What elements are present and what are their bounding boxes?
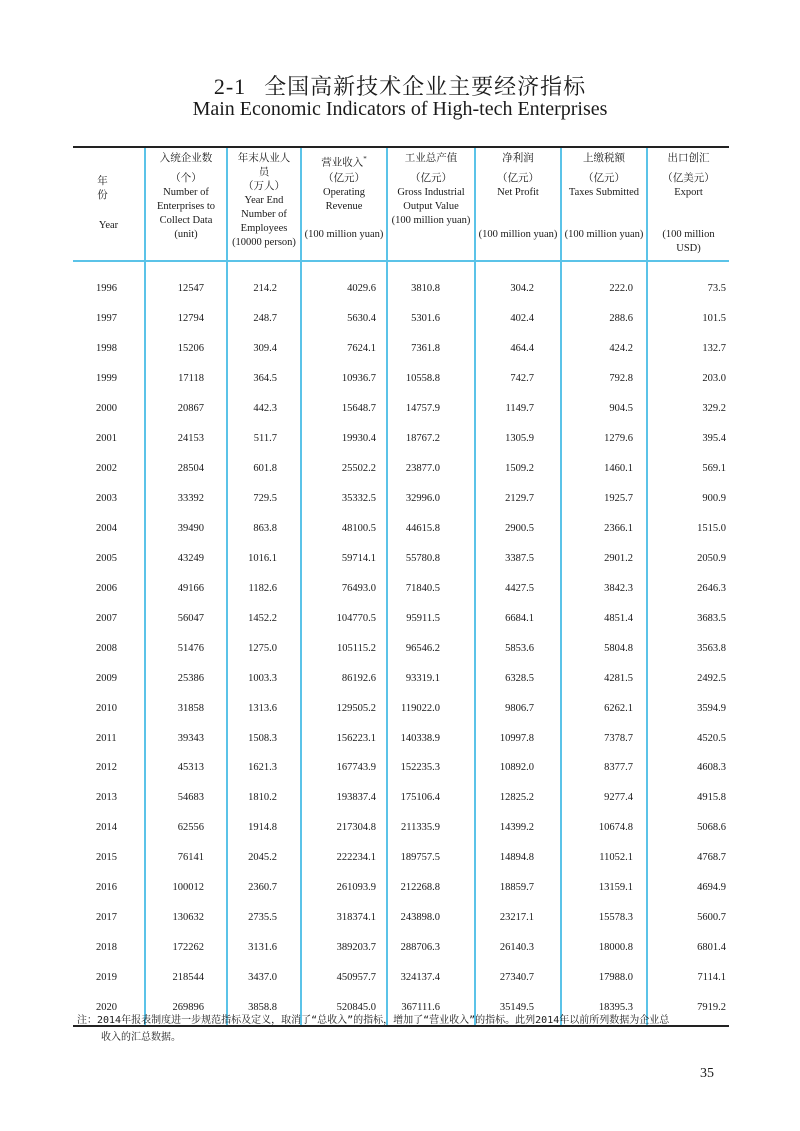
table-cell: 4915.8 bbox=[647, 783, 729, 813]
cell-year: 2019 bbox=[96, 972, 117, 984]
table-cell: 73.5 bbox=[647, 261, 729, 304]
cell-year: 1997 bbox=[96, 313, 117, 325]
table-cell: 17118 bbox=[145, 364, 227, 394]
table-cell: 15578.3 bbox=[561, 903, 647, 933]
footnote-line-2: 收入的汇总数据。 bbox=[101, 1032, 181, 1043]
table-cell: 212268.8 bbox=[387, 873, 475, 903]
table-title-cn bbox=[0, 70, 800, 101]
table-title-en: Main Economic Indicators of High-tech Enterprises bbox=[192, 98, 608, 120]
table-cell: 2646.3 bbox=[647, 573, 729, 603]
table-cell: 2045.2 bbox=[227, 843, 301, 873]
table-cell: 3563.8 bbox=[647, 633, 729, 663]
table-cell: 76493.0 bbox=[301, 573, 387, 603]
table-cell: 4427.5 bbox=[475, 573, 561, 603]
table-cell: 101.5 bbox=[647, 304, 729, 334]
table-cell: 100012 bbox=[145, 873, 227, 903]
title-cn-text: 全国高新技术企业主要经济指标 bbox=[264, 74, 587, 99]
column-header-net-profit: 净利润 （亿元） Net Profit (100 million yuan) bbox=[475, 147, 561, 261]
table-cell: 76141 bbox=[145, 843, 227, 873]
table-cell: 31858 bbox=[145, 693, 227, 723]
table-cell: 2050.9 bbox=[647, 543, 729, 573]
table-cell: 49166 bbox=[145, 573, 227, 603]
table-cell: 3594.9 bbox=[647, 693, 729, 723]
table-cell: 1279.6 bbox=[561, 424, 647, 454]
table-cell: 4029.6 bbox=[301, 261, 387, 304]
table-cell: 2360.7 bbox=[227, 873, 301, 903]
table-cell: 18000.8 bbox=[561, 933, 647, 963]
table-cell: 4608.3 bbox=[647, 753, 729, 783]
table-cell: 367111.6 bbox=[387, 993, 475, 1027]
table-cell: 4520.5 bbox=[647, 723, 729, 753]
table-cell: 389203.7 bbox=[301, 933, 387, 963]
table-cell: 569.1 bbox=[647, 454, 729, 484]
table-cell: 23877.0 bbox=[387, 454, 475, 484]
table-cell: 93319.1 bbox=[387, 663, 475, 693]
cell-year: 2001 bbox=[96, 433, 117, 445]
indicators-table bbox=[73, 146, 729, 1027]
table-cell: 1914.8 bbox=[227, 813, 301, 843]
table-cell: 167743.9 bbox=[301, 753, 387, 783]
cell-year: 2010 bbox=[96, 702, 117, 714]
table-cell: 2129.7 bbox=[475, 484, 561, 514]
table-cell: 132.7 bbox=[647, 334, 729, 364]
table-cell: 304.2 bbox=[475, 261, 561, 304]
table-cell: 14894.8 bbox=[475, 843, 561, 873]
column-header-taxes: 上缴税额 （亿元） Taxes Submitted (100 million yuan) bbox=[561, 147, 647, 261]
table-cell: 2366.1 bbox=[561, 514, 647, 544]
table-cell: 222234.1 bbox=[301, 843, 387, 873]
table-cell: 243898.0 bbox=[387, 903, 475, 933]
table-cell: 863.8 bbox=[227, 514, 301, 544]
table-row bbox=[73, 484, 729, 514]
table-cell: 35332.5 bbox=[301, 484, 387, 514]
table-cell: 203.0 bbox=[647, 364, 729, 394]
cell-year: 2006 bbox=[96, 582, 117, 594]
table-cell: 18395.3 bbox=[561, 993, 647, 1027]
table-cell: 43249 bbox=[145, 543, 227, 573]
table-cell: 25502.2 bbox=[301, 454, 387, 484]
table-cell: 3858.8 bbox=[227, 993, 301, 1027]
table-body bbox=[73, 261, 729, 1026]
table-cell: 329.2 bbox=[647, 394, 729, 424]
table-cell: 18859.7 bbox=[475, 873, 561, 903]
table-row bbox=[73, 783, 729, 813]
cell-year: 2000 bbox=[96, 403, 117, 415]
table-cell: 9806.7 bbox=[475, 693, 561, 723]
column-header-operating-revenue: 营业收入* （亿元） Operating Revenue (100 million yuan) bbox=[301, 147, 387, 261]
table-cell: 130632 bbox=[145, 903, 227, 933]
table-row bbox=[73, 261, 729, 304]
table-cell: 12547 bbox=[145, 261, 227, 304]
table-cell: 11052.1 bbox=[561, 843, 647, 873]
table-cell: 1810.2 bbox=[227, 783, 301, 813]
table-cell: 8377.7 bbox=[561, 753, 647, 783]
footnote-line-1: 注：2014年报表制度进一步规范指标及定义，取消了“总收入”的指标，增加了“营业收入”的指标。此列2014年以前所列数据为企业总 bbox=[77, 1015, 670, 1026]
table-cell: 5068.6 bbox=[647, 813, 729, 843]
table-cell: 464.4 bbox=[475, 334, 561, 364]
table-cell: 48100.5 bbox=[301, 514, 387, 544]
table-row bbox=[73, 394, 729, 424]
table-row bbox=[73, 424, 729, 454]
table-cell: 900.9 bbox=[647, 484, 729, 514]
table-cell: 4768.7 bbox=[647, 843, 729, 873]
table-cell: 7919.2 bbox=[647, 993, 729, 1027]
table-cell: 1016.1 bbox=[227, 543, 301, 573]
table-cell: 5853.6 bbox=[475, 633, 561, 663]
table-cell: 10936.7 bbox=[301, 364, 387, 394]
table-cell: 309.4 bbox=[227, 334, 301, 364]
table-cell: 10892.0 bbox=[475, 753, 561, 783]
table-row bbox=[73, 514, 729, 544]
table-cell: 2901.2 bbox=[561, 543, 647, 573]
table-cell: 2492.5 bbox=[647, 663, 729, 693]
table-cell: 12794 bbox=[145, 304, 227, 334]
table-row bbox=[73, 903, 729, 933]
table-cell: 1452.2 bbox=[227, 603, 301, 633]
table-cell: 10674.8 bbox=[561, 813, 647, 843]
header-row bbox=[73, 147, 729, 261]
table-row bbox=[73, 843, 729, 873]
table-cell: 24153 bbox=[145, 424, 227, 454]
table-cell: 33392 bbox=[145, 484, 227, 514]
table-cell: 1275.0 bbox=[227, 633, 301, 663]
cell-year: 2011 bbox=[96, 732, 117, 744]
table-cell: 96546.2 bbox=[387, 633, 475, 663]
table-cell: 324137.4 bbox=[387, 963, 475, 993]
cell-year: 2018 bbox=[96, 942, 117, 954]
table-cell: 19930.4 bbox=[301, 424, 387, 454]
table-row bbox=[73, 454, 729, 484]
table-cell: 1509.2 bbox=[475, 454, 561, 484]
table-cell: 1313.6 bbox=[227, 693, 301, 723]
cell-year: 2005 bbox=[96, 552, 117, 564]
column-header-employees: 年末从业人 员 （万人） Year End Number of Employees (10000 person) bbox=[227, 147, 301, 261]
table-cell: 39343 bbox=[145, 723, 227, 753]
table-cell: 193837.4 bbox=[301, 783, 387, 813]
column-header-export: 出口创汇 （亿美元） Export (100 million USD) bbox=[647, 147, 729, 261]
cell-year: 2012 bbox=[96, 762, 117, 774]
table-row bbox=[73, 633, 729, 663]
table-cell: 6801.4 bbox=[647, 933, 729, 963]
table-cell: 5301.6 bbox=[387, 304, 475, 334]
table-cell: 15206 bbox=[145, 334, 227, 364]
table-cell: 4694.9 bbox=[647, 873, 729, 903]
table-cell: 32996.0 bbox=[387, 484, 475, 514]
table-cell: 1149.7 bbox=[475, 394, 561, 424]
table-row bbox=[73, 873, 729, 903]
footnote bbox=[77, 1012, 737, 1046]
cell-year: 2004 bbox=[96, 522, 117, 534]
cell-year: 1998 bbox=[96, 343, 117, 355]
cell-year: 2003 bbox=[96, 493, 117, 505]
table-row bbox=[73, 693, 729, 723]
table-cell: 140338.9 bbox=[387, 723, 475, 753]
cell-year: 2007 bbox=[96, 612, 117, 624]
table-cell: 26140.3 bbox=[475, 933, 561, 963]
table-cell: 214.2 bbox=[227, 261, 301, 304]
table-cell: 23217.1 bbox=[475, 903, 561, 933]
table-row bbox=[73, 933, 729, 963]
table-cell: 288706.3 bbox=[387, 933, 475, 963]
table-cell: 3683.5 bbox=[647, 603, 729, 633]
table-cell: 4851.4 bbox=[561, 603, 647, 633]
table-cell: 1621.3 bbox=[227, 753, 301, 783]
table-cell: 2735.5 bbox=[227, 903, 301, 933]
table-cell: 1182.6 bbox=[227, 573, 301, 603]
table-cell: 792.8 bbox=[561, 364, 647, 394]
table-row bbox=[73, 543, 729, 573]
table-cell: 18767.2 bbox=[387, 424, 475, 454]
table-cell: 129505.2 bbox=[301, 693, 387, 723]
table-row bbox=[73, 334, 729, 364]
table-cell: 104770.5 bbox=[301, 603, 387, 633]
table-row bbox=[73, 364, 729, 394]
table-cell: 39490 bbox=[145, 514, 227, 544]
table-cell: 364.5 bbox=[227, 364, 301, 394]
table-cell: 51476 bbox=[145, 633, 227, 663]
table-cell: 269896 bbox=[145, 993, 227, 1027]
table-cell: 9277.4 bbox=[561, 783, 647, 813]
cell-year: 2002 bbox=[96, 463, 117, 475]
table-cell: 288.6 bbox=[561, 304, 647, 334]
column-header-gross-output: 工业总产值 （亿元） Gross Industrial Output Value (100 million yuan) bbox=[387, 147, 475, 261]
cell-year: 1996 bbox=[96, 283, 117, 295]
cell-year: 2014 bbox=[96, 822, 117, 834]
table-cell: 54683 bbox=[145, 783, 227, 813]
table-cell: 3437.0 bbox=[227, 963, 301, 993]
table-cell: 211335.9 bbox=[387, 813, 475, 843]
table-row bbox=[73, 573, 729, 603]
table-cell: 6262.1 bbox=[561, 693, 647, 723]
table-cell: 17988.0 bbox=[561, 963, 647, 993]
table-cell: 7378.7 bbox=[561, 723, 647, 753]
cell-year: 2013 bbox=[96, 792, 117, 804]
table-cell: 10558.8 bbox=[387, 364, 475, 394]
table-cell: 318374.1 bbox=[301, 903, 387, 933]
table-cell: 3387.5 bbox=[475, 543, 561, 573]
table-cell: 28504 bbox=[145, 454, 227, 484]
table-cell: 248.7 bbox=[227, 304, 301, 334]
table-cell: 7114.1 bbox=[647, 963, 729, 993]
table-cell: 222.0 bbox=[561, 261, 647, 304]
table-cell: 119022.0 bbox=[387, 693, 475, 723]
table-cell: 156223.1 bbox=[301, 723, 387, 753]
table-cell: 217304.8 bbox=[301, 813, 387, 843]
cell-year: 2015 bbox=[96, 852, 117, 864]
table-cell: 27340.7 bbox=[475, 963, 561, 993]
column-header-enterprises: 入统企业数 （个） Number of Enterprises to Collect Data (unit) bbox=[145, 147, 227, 261]
footnote-mark: * bbox=[363, 155, 367, 163]
table-cell: 5630.4 bbox=[301, 304, 387, 334]
table-cell: 6684.1 bbox=[475, 603, 561, 633]
table-cell: 218544 bbox=[145, 963, 227, 993]
cell-year: 2008 bbox=[96, 642, 117, 654]
table-cell: 45313 bbox=[145, 753, 227, 783]
table-cell: 1515.0 bbox=[647, 514, 729, 544]
table-row bbox=[73, 963, 729, 993]
cell-year: 2020 bbox=[73, 993, 145, 1027]
table-cell: 3131.6 bbox=[227, 933, 301, 963]
table-cell: 55780.8 bbox=[387, 543, 475, 573]
table-cell: 395.4 bbox=[647, 424, 729, 454]
table-cell: 105115.2 bbox=[301, 633, 387, 663]
cell-year: 2009 bbox=[96, 672, 117, 684]
table-cell: 20867 bbox=[145, 394, 227, 424]
table-cell: 450957.7 bbox=[301, 963, 387, 993]
table-cell: 62556 bbox=[145, 813, 227, 843]
table-row bbox=[73, 304, 729, 334]
table-cell: 25386 bbox=[145, 663, 227, 693]
cell-year: 2017 bbox=[96, 912, 117, 924]
table-row bbox=[73, 813, 729, 843]
table-cell: 1305.9 bbox=[475, 424, 561, 454]
table-cell: 44615.8 bbox=[387, 514, 475, 544]
table-cell: 56047 bbox=[145, 603, 227, 633]
table-cell: 520845.0 bbox=[301, 993, 387, 1027]
table-cell: 424.2 bbox=[561, 334, 647, 364]
table-cell: 5804.8 bbox=[561, 633, 647, 663]
table-cell: 4281.5 bbox=[561, 663, 647, 693]
table-cell: 14399.2 bbox=[475, 813, 561, 843]
table-cell: 1460.1 bbox=[561, 454, 647, 484]
table-cell: 95911.5 bbox=[387, 603, 475, 633]
cell-year: 2016 bbox=[96, 882, 117, 894]
table-cell: 6328.5 bbox=[475, 663, 561, 693]
table-cell: 904.5 bbox=[561, 394, 647, 424]
table-cell: 175106.4 bbox=[387, 783, 475, 813]
table-row bbox=[73, 663, 729, 693]
table-cell: 1508.3 bbox=[227, 723, 301, 753]
table-cell: 86192.6 bbox=[301, 663, 387, 693]
table-cell: 402.4 bbox=[475, 304, 561, 334]
table-cell: 442.3 bbox=[227, 394, 301, 424]
table-cell: 1003.3 bbox=[227, 663, 301, 693]
table-number: 2-1 bbox=[213, 74, 247, 99]
cell-year: 1999 bbox=[96, 373, 117, 385]
table-cell: 742.7 bbox=[475, 364, 561, 394]
table-cell: 35149.5 bbox=[475, 993, 561, 1027]
table-cell: 15648.7 bbox=[301, 394, 387, 424]
page-number: 35 bbox=[700, 1066, 714, 1081]
table-cell: 59714.1 bbox=[301, 543, 387, 573]
table-cell: 189757.5 bbox=[387, 843, 475, 873]
table-cell: 601.8 bbox=[227, 454, 301, 484]
table-cell: 511.7 bbox=[227, 424, 301, 454]
table-cell: 5600.7 bbox=[647, 903, 729, 933]
table-cell: 7624.1 bbox=[301, 334, 387, 364]
table-row bbox=[73, 603, 729, 633]
table-cell: 71840.5 bbox=[387, 573, 475, 603]
table-cell: 13159.1 bbox=[561, 873, 647, 903]
table-cell: 2900.5 bbox=[475, 514, 561, 544]
table-cell: 1925.7 bbox=[561, 484, 647, 514]
table-cell: 152235.3 bbox=[387, 753, 475, 783]
table-cell: 172262 bbox=[145, 933, 227, 963]
table-cell: 3842.3 bbox=[561, 573, 647, 603]
table-cell: 3810.8 bbox=[387, 261, 475, 304]
table-cell: 7361.8 bbox=[387, 334, 475, 364]
table-cell: 14757.9 bbox=[387, 394, 475, 424]
table-cell: 12825.2 bbox=[475, 783, 561, 813]
table-row bbox=[73, 753, 729, 783]
table-cell: 729.5 bbox=[227, 484, 301, 514]
table-row bbox=[73, 723, 729, 753]
column-header-year: 年 份 Year bbox=[73, 147, 145, 261]
table-cell: 261093.9 bbox=[301, 873, 387, 903]
table-cell: 10997.8 bbox=[475, 723, 561, 753]
